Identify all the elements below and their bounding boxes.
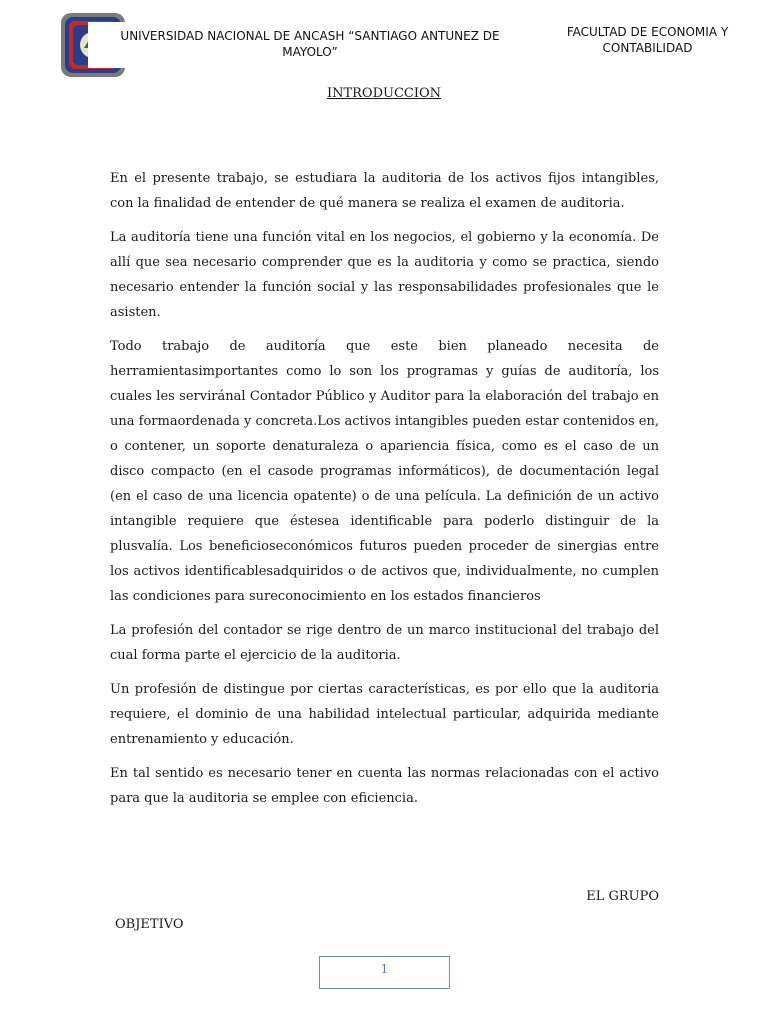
section-heading-objetivo: OBJETIVO [115, 917, 184, 932]
paragraph: Todo trabajo de auditoría que este bien planeado necesita de herramientasimportantes como lo son los programas y guías de auditoría, los cuales les serviránal Contador Público y Auditor para la elaboración del trabajo en una formaordenada y concreta.Los activos intangibles pueden estar contenidos en, o contener, un soporte denaturaleza o apariencia física, como es el caso de un disco compacto (en el casode programas informáticos), de documentación legal (en el caso de una licencia opatente) o de una película. La definición de un activo intangible requiere que éstesea identificable para poderlo distinguir de la plusvalía. Los beneficioseconómicos futuros pueden proceder de sinergias entre los activos identificablesadquiridos o de activos que, individualmente, no cumplen las condiciones para sureconocimiento en los estados financieros [110, 339, 659, 604]
section-title: INTRODUCCION [326, 86, 442, 101]
signature: EL GRUPO [586, 889, 659, 904]
document-body [110, 166, 659, 820]
paragraph: La profesión del contador se rige dentro de un marco institucional del trabajo del cual forma parte el ejercicio de la auditoria. [110, 623, 659, 663]
paragraph: La auditoría tiene una función vital en los negocios, el gobierno y la economía. De allí que sea necesario comprender que es la auditoria y como se practica, siendo necesario entender la función social y las responsabilidades profesionales que le asisten. [110, 230, 659, 320]
paragraph: En tal sentido es necesario tener en cuenta las normas relacionadas con el activo para que la auditoria se emplee con eficiencia. [110, 766, 659, 806]
page-number: 1 [380, 962, 389, 976]
paragraph: En el presente trabajo, se estudiara la auditoria de los activos fijos intangibles, con la finalidad de entender de qué manera se realiza el examen de auditoria. [110, 171, 659, 211]
paragraph: Un profesión de distingue por ciertas características, es por ello que la auditoria requiere, el dominio de una habilidad intelectual particular, adquirida mediante entrenamiento y educación. [110, 682, 659, 747]
university-name: UNIVERSIDAD NACIONAL DE ANCASH “SANTIAGO ANTUNEZ DE MAYOLO” [120, 29, 500, 59]
page-number-box [319, 956, 450, 989]
faculty-name: FACULTAD DE ECONOMIA Y CONTABILIDAD [566, 25, 729, 55]
